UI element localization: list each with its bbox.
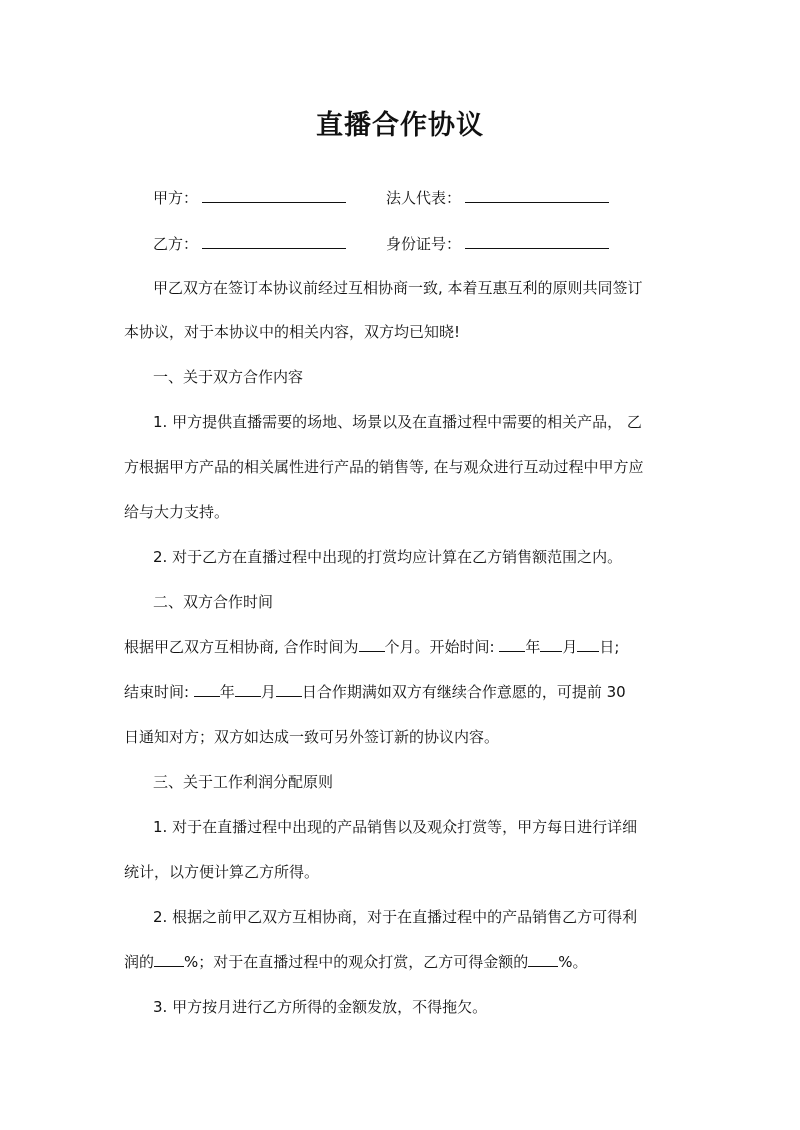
s1-item1-line1: 1. 甲方提供直播需要的场地、场景以及在直播过程中需要的相关产品， 乙 [153,413,642,431]
s1-item2: 2. 对于乙方在直播过程中出现的打赏均应计算在乙方销售额范围之内。 [153,548,623,566]
legal-rep-blank[interactable] [465,186,609,203]
s3-item2-line2-a: 润的 [124,953,155,971]
s2-line1 [124,636,619,658]
end-year-blank[interactable] [194,681,220,697]
intro-line-1: 甲乙双方在签订本协议前经过互相协商一致, 本着互惠互利的原则共同签订 [153,279,643,297]
s3-item3: 3. 甲方按月进行乙方所得的金额发放，不得拖欠。 [153,998,488,1016]
party-b-blank[interactable] [202,232,346,249]
s2-line1-d: 月 [562,638,578,656]
party-b-field [153,232,346,255]
id-no-field [386,232,609,255]
document-title: 直播合作协议 [316,110,484,141]
section-1-heading: 一、关于双方合作内容 [153,368,304,386]
start-day-blank[interactable] [577,636,599,652]
s2-line3: 日通知对方；双方如达成一致可另外签订新的协议内容。 [124,728,500,746]
months-blank[interactable] [359,636,385,652]
s2-line2-b: 年 [219,683,235,701]
s2-line2-a: 结束时间: [124,683,194,701]
s2-line1-b: 个月。开始时间: [384,638,500,656]
party-a-blank[interactable] [202,186,346,203]
id-no-label: 身份证号： [386,235,462,253]
party-b-label: 乙方： [153,235,199,253]
sales-percent-blank[interactable] [154,951,184,967]
s3-item2-line1: 2. 根据之前甲乙双方互相协商，对于在直播过程中的产品销售乙方可得利 [153,908,638,926]
s3-item2-line2-c: %。 [558,953,588,971]
id-no-blank[interactable] [465,232,609,249]
s3-item2-line2-b: %；对于在直播过程中的观众打赏，乙方可得金额的 [184,953,529,971]
tips-percent-blank[interactable] [528,951,558,967]
s3-item1-line1: 1. 对于在直播过程中出现的产品销售以及观众打赏等，甲方每日进行详细 [153,818,638,836]
end-day-blank[interactable] [276,681,302,697]
s2-line1-e: 日; [599,638,620,656]
s1-item1-line2: 方根据甲方产品的相关属性进行产品的销售等, 在与观众进行互动过程中甲方应 [124,458,644,476]
s2-line1-c: 年 [525,638,541,656]
section-2-heading: 二、双方合作时间 [153,593,274,611]
legal-rep-field [386,186,609,209]
s1-item1-line3: 给与大力支持。 [124,503,230,521]
s3-item2-line2 [124,951,588,973]
s2-line2-d: 日合作期满如双方有继续合作意愿的，可提前 30 [301,683,626,701]
s3-item1-line2: 统计，以方便计算乙方所得。 [124,863,320,881]
legal-rep-label: 法人代表： [386,189,462,207]
party-a-label: 甲方： [153,189,199,207]
party-a-field [153,186,346,209]
intro-line-2: 本协议，对于本协议中的相关内容，双方均已知晓! [124,323,461,341]
start-year-blank[interactable] [499,636,525,652]
s2-line2 [124,681,626,703]
s2-line2-c: 月 [260,683,276,701]
section-3-heading: 三、关于工作利润分配原则 [153,773,334,791]
end-month-blank[interactable] [235,681,261,697]
s2-line1-a: 根据甲乙双方互相协商, 合作时间为 [124,638,359,656]
start-month-blank[interactable] [540,636,562,652]
